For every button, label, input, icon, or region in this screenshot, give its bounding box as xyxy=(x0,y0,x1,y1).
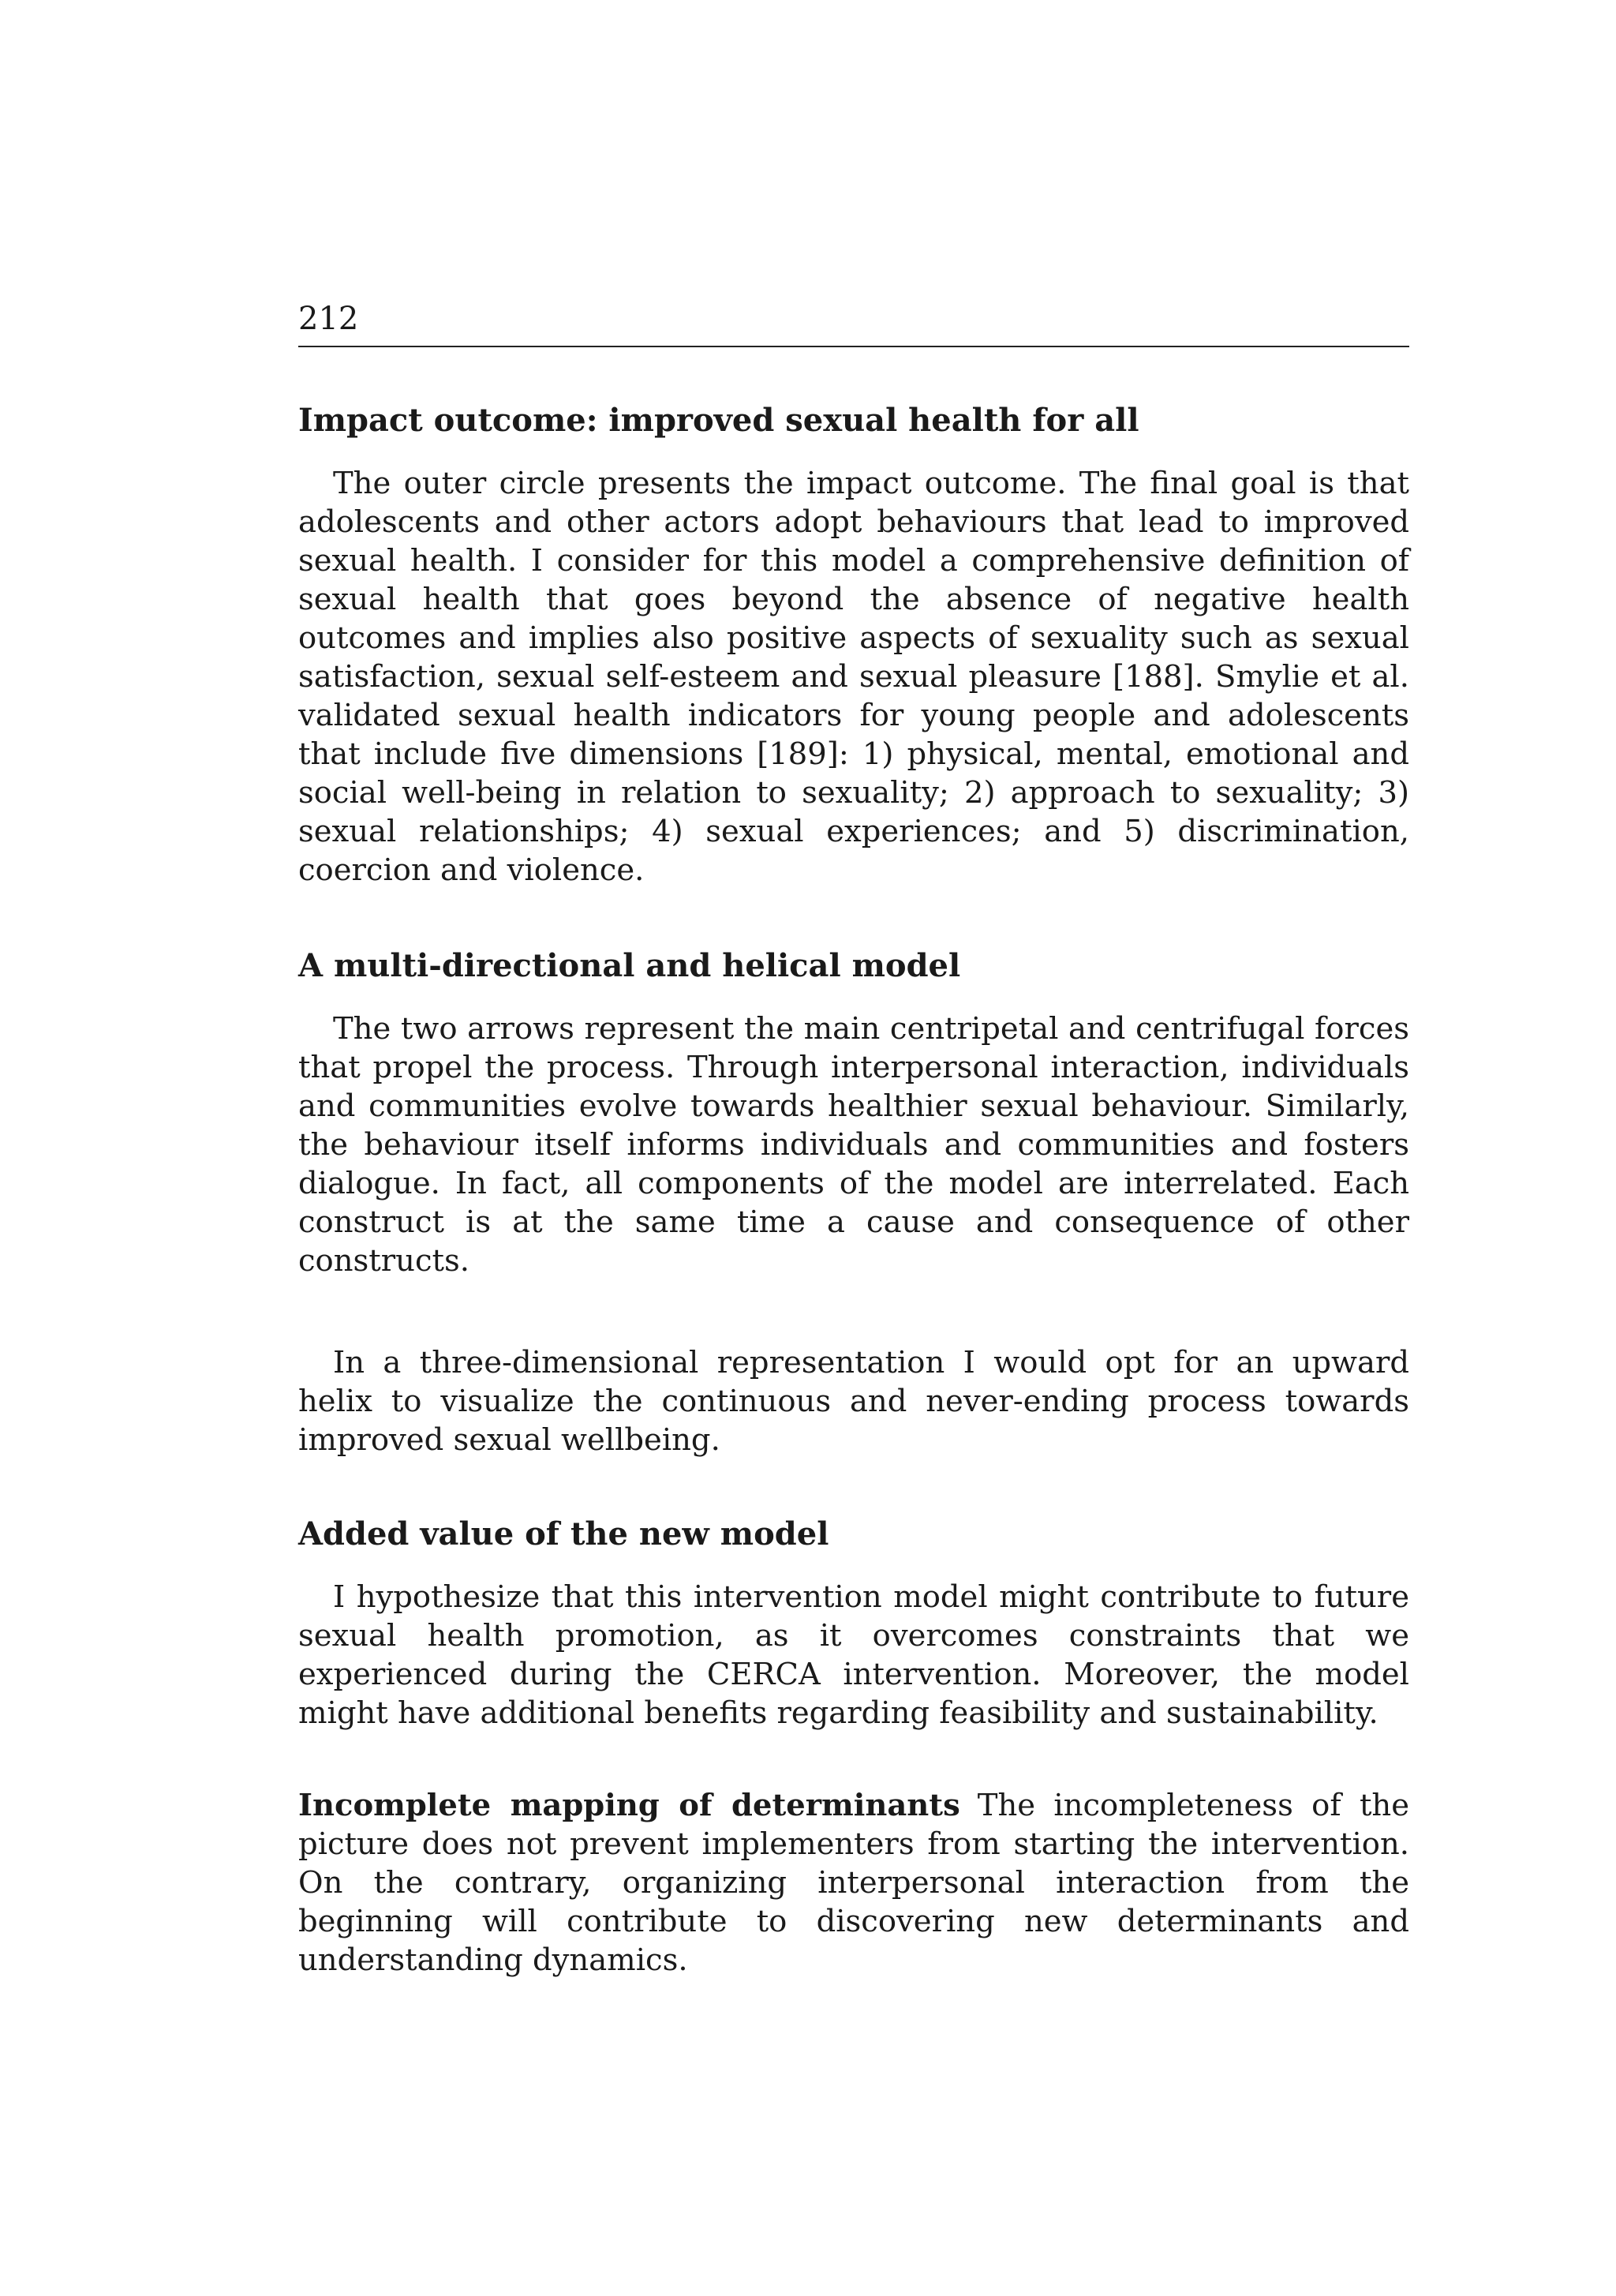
paragraph-added-value: I hypothesize that this intervention model might contribute to future sexual health promotion, as it overcomes constraints that we experienced during the CERCA intervention. Moreover, the model might have additional benefits regarding feasibility and sustainability. xyxy=(298,1579,1409,1731)
section-heading-helical-model: A multi-directional and helical model xyxy=(298,947,961,984)
run-in-heading-incomplete-mapping: Incomplete mapping of determinants xyxy=(298,1788,960,1823)
page-body xyxy=(298,300,1409,1980)
page-number: 212 xyxy=(298,300,1409,347)
paragraph-incomplete-mapping xyxy=(298,1786,1409,1980)
section-heading-added-value: Added value of the new model xyxy=(298,1515,829,1553)
paragraph-incomplete-mapping-text: The incompleteness of the picture does not prevent implementers from starting the intervention. On the contrary, organizing interpersonal interaction from the beginning will contribute to discovering new determinants and understanding dynamics. xyxy=(298,1788,1410,1978)
paragraph-impact-outcome: The outer circle presents the impact outcome. The final goal is that adolescents and other actors adopt behaviours that lead to improved sexual health. I consider for this model a comprehensive definition of sexual health that goes beyond the absence of negative health outcomes and implies also positive aspects of sexuality such as sexual satisfaction, sexual self-esteem and sexual pleasure [188]. Smylie et al. validated sexual health indicators for young people and adolescents that include five dimensions [189]: 1) physical, mental, emotional and social well-being in relation to sexuality; 2) approach to sexuality; 3) sexual relationships; 4) sexual experiences; and 5) discrimination, coercion and violence. xyxy=(298,466,1409,888)
paragraph-arrows: The two arrows represent the main centripetal and centrifugal forces that propel the process. Through interpersonal interaction, individuals and communities evolve towards healthier sexual behaviour. Similarly, the behaviour itself informs individuals and communities and fosters dialogue. In fact, all components of the model are interrelated. Each construct is at the same time a cause and consequence of other constructs. xyxy=(298,1011,1409,1279)
section-heading-impact-outcome: Impact outcome: improved sexual health for all xyxy=(298,402,1139,439)
paragraph-helix: In a three-dimensional representation I would opt for an upward helix to visualize the continuous and never-ending process towards improved sexual wellbeing. xyxy=(298,1345,1409,1458)
